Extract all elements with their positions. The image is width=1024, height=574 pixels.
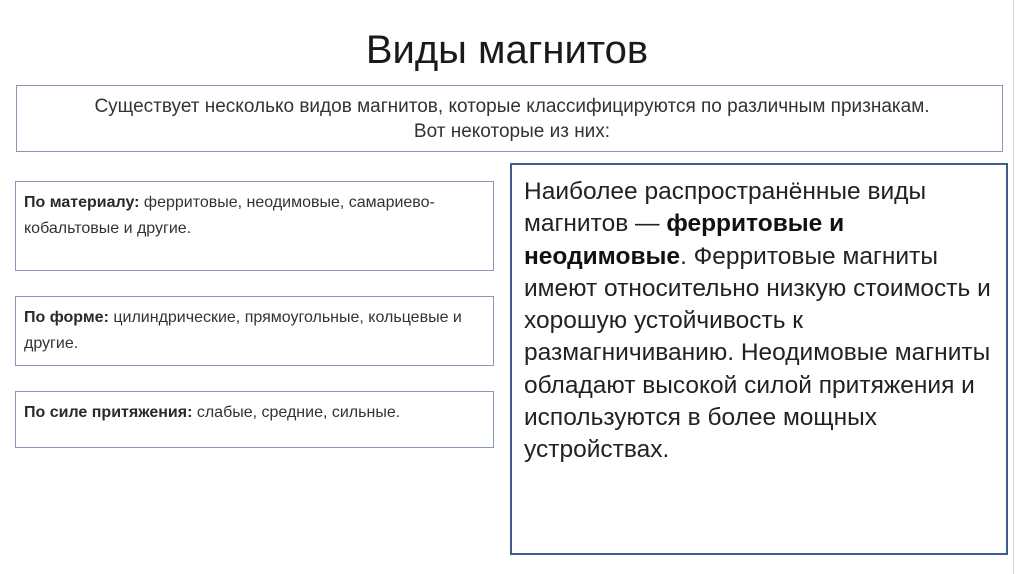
category-label: По материалу:	[24, 194, 140, 211]
category-text: слабые, средние, сильные.	[192, 404, 401, 421]
summary-box	[510, 163, 1008, 555]
summary-highlight: ферритовые и неодимовые	[524, 210, 845, 270]
intro-box	[16, 85, 1003, 152]
summary-text	[524, 176, 994, 467]
slide-title: Виды магнитов	[365, 28, 649, 72]
category-shape	[15, 296, 494, 366]
intro-text: Существует несколько видов магнитов, которые классифицируются по различным признакам. Вот некоторые из них:	[94, 96, 930, 142]
category-strength	[15, 391, 494, 448]
slide-edge-divider	[1013, 0, 1014, 574]
category-label: По форме:	[24, 309, 109, 326]
category-text: цилиндрические, прямоугольные, кольцевые и другие.	[24, 309, 462, 352]
category-label: По силе притяжения:	[24, 404, 193, 421]
summary-lead: Наиболее распространённые виды магнитов —	[524, 178, 927, 238]
summary-rest: . Ферритовые магниты имеют относительно низкую стоимость и хорошую устойчивость к размагничиванию. Неодимовые магниты обладают высокой силой притяжения и используются в более мощных устройствах.	[524, 242, 991, 464]
category-text: ферритовые, неодимовые, самариево-кобальтовые и другие.	[24, 194, 435, 237]
category-material	[15, 181, 494, 271]
